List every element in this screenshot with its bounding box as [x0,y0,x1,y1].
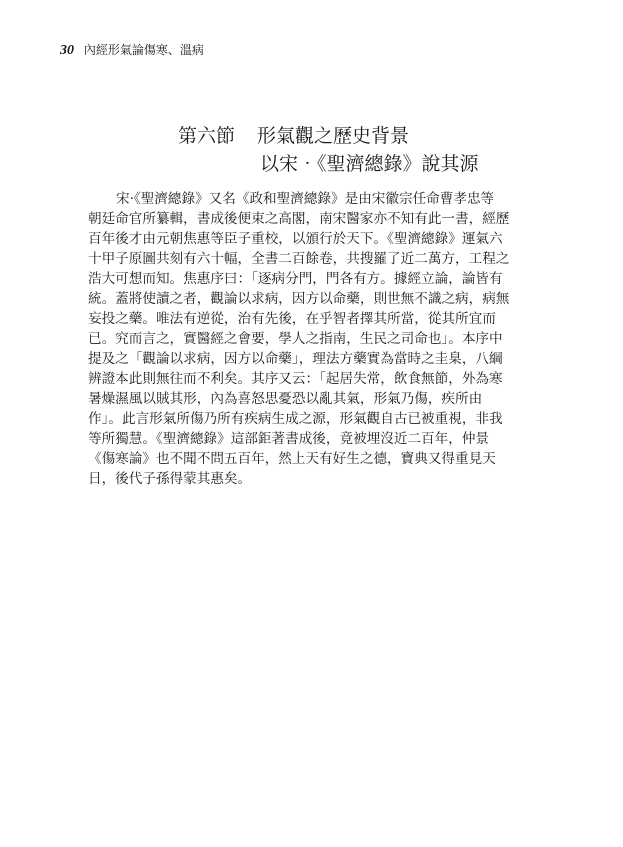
body-paragraph [88,189,540,489]
body-line: 已。究而言之，實醫經之會要，學人之指南，生民之司命也」。本序中 [88,331,503,347]
section-title-line-1 [100,122,530,150]
body-line: 妄投之藥。唯法有逆從，治有先後，在乎智者擇其所當，從其所宜而 [88,311,496,327]
body-line: 宋‧《聖濟總錄》又名《政和聖濟總錄》是由宋徽宗任命曹孝忠等 [116,191,495,207]
body-line: 朝廷命官所纂輯，書成後便束之高閣，南宋醫家亦不知有此一書，經歷 [88,211,510,227]
running-title: 內經形氣論傷寒、溫病 [83,43,204,57]
body-line: 暑燥濕風以賊其形，內為喜怒思憂恐以亂其氣，形氣乃傷，疾所由 [88,391,483,407]
body-line: 作」。此言形氣所傷乃所有疾病生成之源，形氣觀自古已被重視，非我 [88,411,503,427]
body-line: 提及之「觀論以求病，因方以命藥」，理法方藥實為當時之圭臬，八綱 [88,351,503,367]
section-title-line-2: 以宋‧《聖濟總錄》說其源 [260,153,479,175]
body-line: 日，後代子孫得蒙其惠矣。 [88,471,252,487]
body-line: 十甲子原圖共刻有六十幅，全書二百餘卷，共搜羅了近二萬方，工程之 [88,251,510,267]
body-line: 浩大可想而知。焦惠序曰：「逐病分門，門各有方。據經立論，論皆有 [88,271,503,287]
body-line: 統。蓋將使讀之者，觀論以求病，因方以命藥，則世無不識之病，病無 [88,291,510,307]
section-number: 第六節 [178,125,236,147]
body-line: 百年後才由元朝焦惠等臣子重校，以頒行於天下。《聖濟總錄》運氣六 [88,231,503,247]
section-title [100,122,530,178]
body-line: 辨證本此則無往而不利矣。其序又云：「起居失常，飲食無節，外為寒 [88,371,503,387]
section-title-main: 形氣觀之歷史背景 [257,125,410,147]
body-line: 等所獨慧。《聖濟總錄》這部鉅著書成後，竟被埋沒近二百年，仲景 [88,431,490,447]
page-number: 30 [60,43,74,58]
body-line: 《傷寒論》也不聞不問五百年，然上天有好生之德，寶典又得重見天 [88,451,496,467]
page-header [60,40,560,60]
